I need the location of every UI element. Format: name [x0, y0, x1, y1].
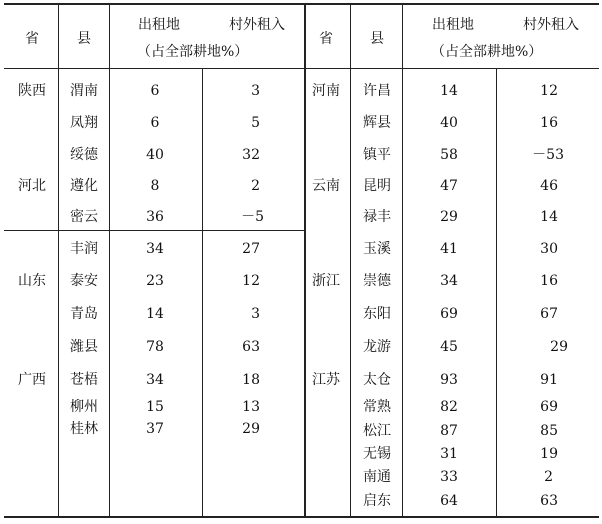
county-cell: 桂林 [70, 421, 98, 437]
rent-in-cell: 30 [540, 241, 558, 257]
left-section-rule [4, 230, 304, 231]
county-cell: 龙游 [363, 339, 391, 355]
rent-in-cell: 14 [540, 209, 558, 225]
rent-out-cell: 37 [146, 421, 164, 437]
county-cell: 玉溪 [363, 241, 391, 257]
left-county-divider [109, 3, 110, 517]
rent-out-cell: 64 [440, 493, 458, 509]
header-rent-in: 村外租入 [229, 17, 285, 33]
rent-in-cell: 5 [251, 115, 260, 131]
rent-out-cell: 6 [150, 115, 160, 131]
county-cell: 苍梧 [70, 372, 98, 388]
county-cell: 潍县 [70, 339, 98, 355]
header-bottom-rule [4, 68, 599, 69]
rent-in-cell: 29 [242, 421, 260, 437]
rent-out-cell: 14 [440, 83, 458, 99]
county-cell: 凤翔 [70, 115, 98, 131]
rent-out-cell: 82 [440, 399, 458, 415]
county-cell: 禄丰 [363, 209, 391, 225]
county-cell: 南通 [363, 469, 391, 485]
rent-out-cell: 29 [440, 209, 458, 225]
table-bottom-rule [4, 516, 599, 518]
right-values-divider [496, 68, 497, 517]
rent-in-cell: 46 [540, 178, 558, 194]
rent-in-cell: 19 [540, 446, 558, 462]
rent-out-cell: 14 [146, 306, 164, 322]
rent-out-cell: 6 [150, 83, 160, 99]
rent-in-cell: 18 [242, 372, 260, 388]
rent-in-cell: 32 [242, 147, 260, 163]
left-values-divider [202, 68, 203, 517]
rent-out-cell: 93 [440, 372, 458, 388]
county-cell: 松江 [363, 423, 391, 439]
rent-out-cell: 40 [440, 115, 458, 131]
county-cell: 启东 [363, 493, 391, 509]
rent-out-cell: 34 [440, 273, 458, 289]
province-cell: 广西 [18, 372, 46, 388]
rent-in-cell: －5 [241, 209, 264, 225]
rent-out-cell: 45 [440, 339, 458, 355]
rent-in-cell: 13 [242, 399, 260, 415]
rent-out-cell: 36 [146, 209, 164, 225]
county-cell: 柳州 [70, 399, 98, 415]
header-rent-out: 出租地 [432, 17, 474, 33]
province-cell: 山东 [18, 273, 46, 289]
county-cell: 渭南 [70, 83, 98, 99]
right-province-divider [350, 3, 351, 517]
county-cell: 密云 [70, 209, 98, 225]
rent-in-cell: 29 [550, 339, 568, 355]
rent-out-cell: 33 [440, 469, 458, 485]
header-county: 县 [77, 31, 91, 47]
right-county-divider [402, 3, 403, 517]
rent-in-cell: 16 [540, 273, 558, 289]
header-province: 省 [319, 31, 333, 47]
county-cell: 青岛 [70, 306, 98, 322]
rent-out-cell: 34 [146, 241, 164, 257]
rent-out-cell: 69 [440, 306, 458, 322]
rent-out-cell: 34 [146, 372, 164, 388]
county-cell: 常熟 [363, 399, 391, 415]
rent-in-cell: 63 [540, 493, 558, 509]
county-cell: 遵化 [70, 178, 98, 194]
province-cell: 云南 [312, 178, 340, 194]
header-unit-note: （占全部耕地%） [137, 44, 249, 60]
county-cell: 许昌 [363, 83, 391, 99]
rent-out-cell: 15 [146, 399, 164, 415]
rent-out-cell: 41 [440, 241, 458, 257]
header-county: 县 [370, 31, 384, 47]
county-cell: 昆明 [363, 178, 391, 194]
county-cell: 太仓 [363, 372, 391, 388]
county-cell: 无锡 [363, 446, 391, 462]
rent-out-cell: 78 [146, 339, 164, 355]
rent-statistics-table [4, 3, 599, 519]
rent-in-cell: 67 [540, 306, 558, 322]
rent-out-cell: 58 [440, 147, 458, 163]
county-cell: 绥德 [70, 147, 98, 163]
rent-in-cell: 2 [251, 178, 260, 194]
county-cell: 镇平 [363, 147, 391, 163]
rent-out-cell: 40 [146, 147, 164, 163]
header-province: 省 [25, 31, 39, 47]
rent-in-cell: 16 [540, 115, 558, 131]
rent-in-cell: 27 [242, 241, 260, 257]
rent-in-cell: 91 [540, 372, 558, 388]
county-cell: 泰安 [70, 273, 98, 289]
rent-in-cell: 63 [242, 339, 260, 355]
rent-in-cell: 3 [251, 83, 260, 99]
province-cell: 江苏 [312, 372, 340, 388]
left-province-divider [58, 3, 59, 517]
header-rent-out: 出租地 [138, 17, 180, 33]
county-cell: 辉县 [363, 115, 391, 131]
rent-in-cell: 69 [540, 399, 558, 415]
rent-in-cell: 12 [540, 83, 558, 99]
rent-in-cell: －53 [532, 147, 564, 163]
rent-out-cell: 87 [440, 423, 458, 439]
province-cell: 浙江 [312, 273, 340, 289]
rent-in-cell: 2 [544, 469, 553, 485]
county-cell: 东阳 [363, 306, 391, 322]
rent-in-cell: 12 [242, 273, 260, 289]
header-rent-in: 村外租入 [523, 17, 579, 33]
province-cell: 河南 [312, 83, 340, 99]
county-cell: 崇德 [363, 273, 391, 289]
rent-out-cell: 8 [150, 178, 160, 194]
table-top-rule [4, 3, 599, 5]
rent-out-cell: 31 [440, 446, 458, 462]
county-cell: 丰润 [70, 241, 98, 257]
rent-out-cell: 23 [146, 273, 164, 289]
header-unit-note: （占全部耕地%） [431, 44, 543, 60]
rent-in-cell: 3 [251, 306, 260, 322]
rent-in-cell: 85 [540, 423, 558, 439]
center-divider [304, 3, 306, 517]
rent-out-cell: 47 [440, 178, 458, 194]
province-cell: 陕西 [18, 83, 46, 99]
province-cell: 河北 [18, 178, 46, 194]
